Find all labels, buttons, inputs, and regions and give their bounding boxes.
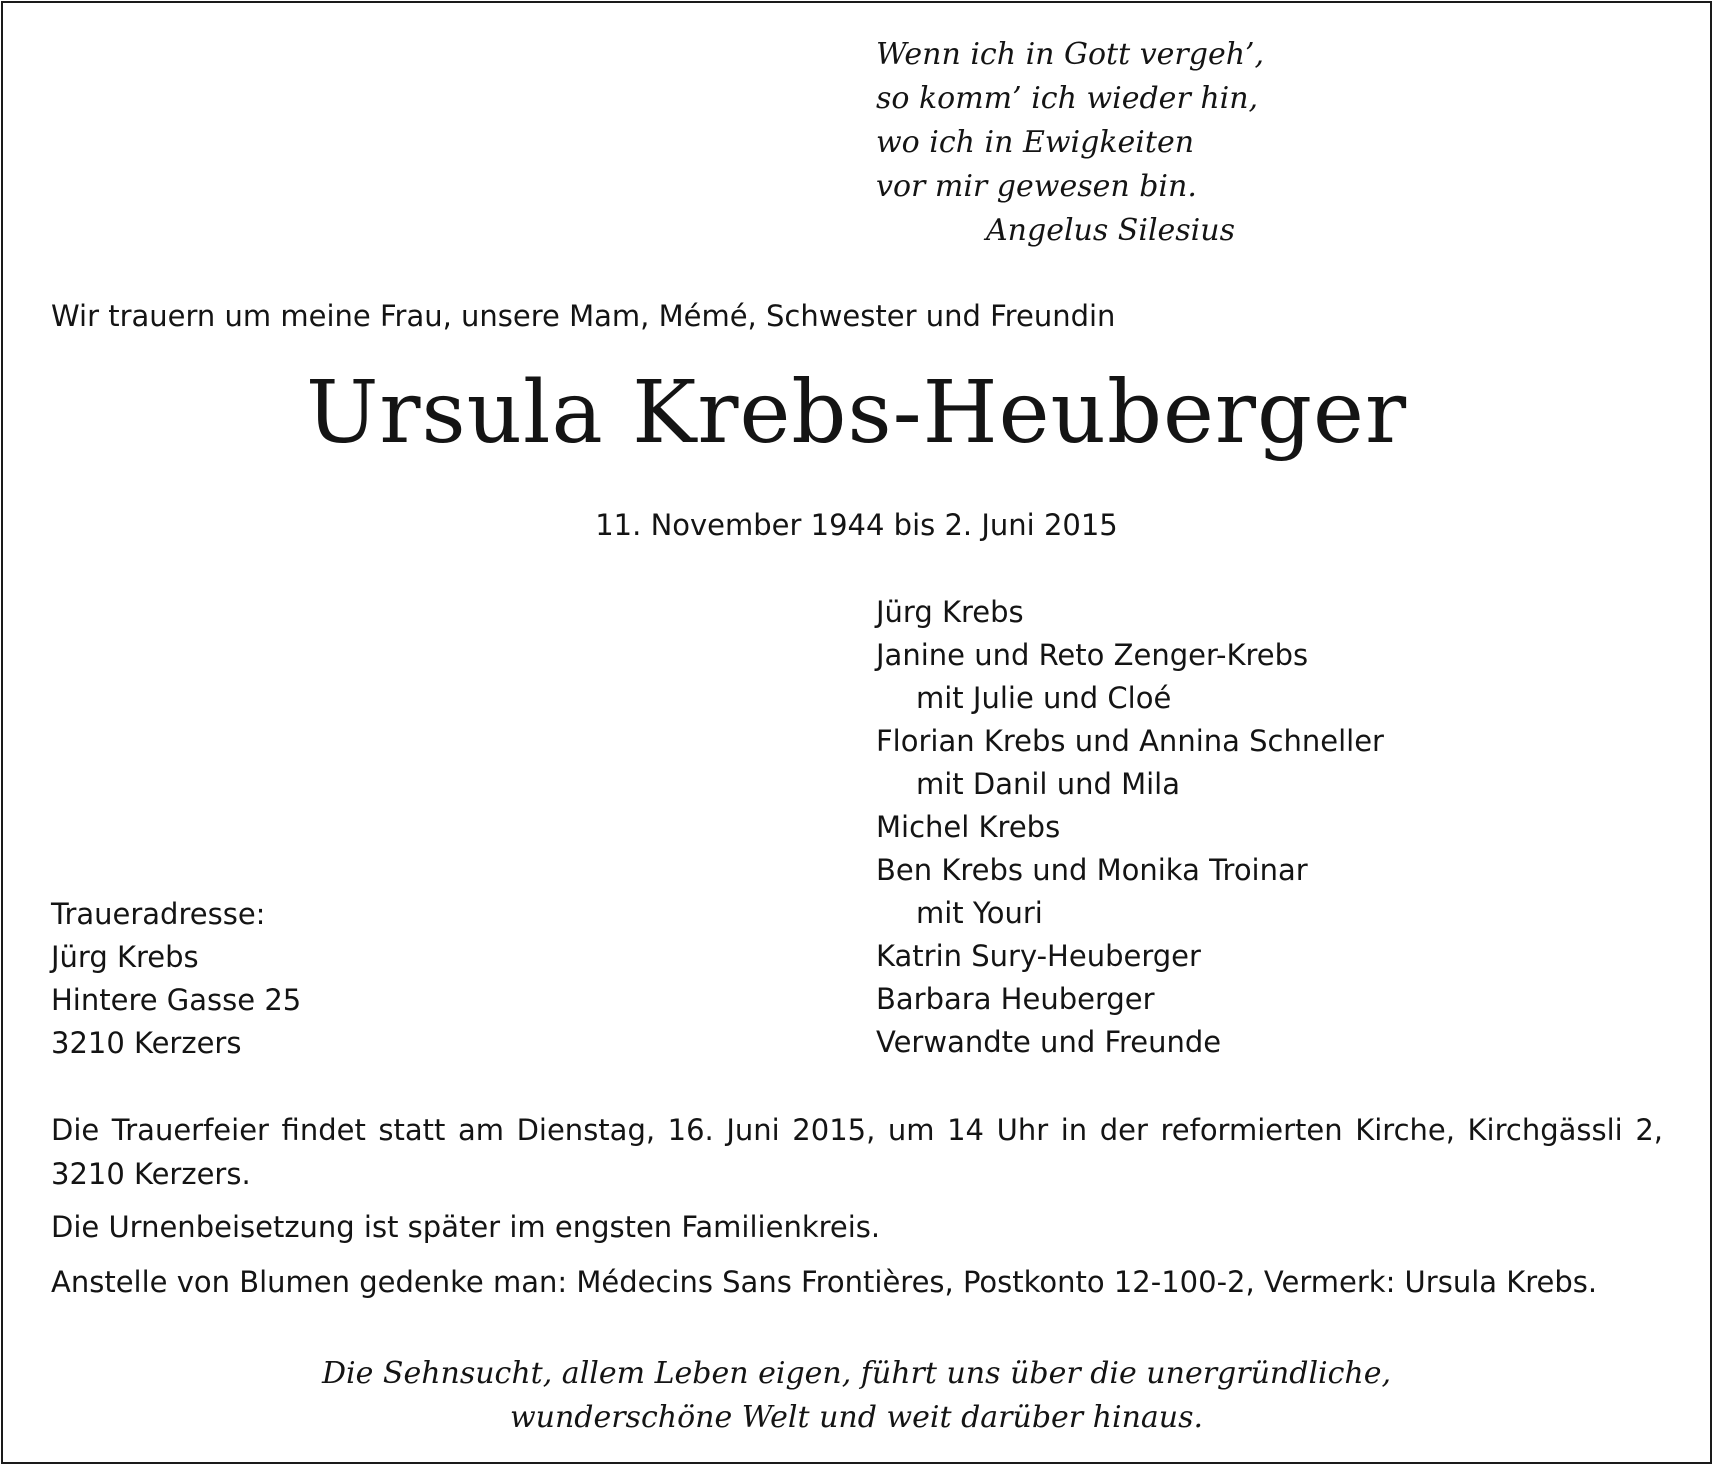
address-city: 3210 Kerzers — [51, 1026, 242, 1060]
donation-info: Anstelle von Blumen gedenke man: Médecins Sans Frontières, Postkonto 12-100-2, Vermerk: Ursula Krebs. — [51, 1265, 1598, 1299]
urn-burial-info: Die Urnenbeisetzung ist später im engsten Familienkreis. — [51, 1210, 881, 1244]
poem-line: vor mir gewesen bin. — [876, 169, 1197, 204]
poem-line: Wenn ich in Gott vergeh’, — [876, 37, 1265, 72]
address-heading: Traueradresse: — [51, 897, 266, 931]
closing-quote — [3, 1352, 1710, 1440]
obituary-notice — [1, 1, 1712, 1464]
family-member: Michel Krebs — [876, 810, 1061, 844]
intro-text: Wir trauern um meine Frau, unsere Mam, Mémé, Schwester und Freundin — [51, 299, 1116, 333]
family-member: Ben Krebs und Monika Troinar — [876, 853, 1308, 887]
family-member-children: mit Julie und Cloé — [916, 681, 1172, 715]
family-member-children: mit Youri — [916, 896, 1043, 930]
family-list — [876, 591, 1384, 1064]
family-member-children: mit Danil und Mila — [916, 767, 1181, 801]
life-dates: 11. November 1944 bis 2. Juni 2015 — [595, 508, 1118, 542]
family-member: Barbara Heuberger — [876, 982, 1155, 1016]
poem-author: Angelus Silesius — [986, 213, 1235, 248]
deceased-name: Ursula Krebs-Heuberger — [305, 363, 1408, 463]
closing-line: Die Sehnsucht, allem Leben eigen, führt uns über die unergründliche, — [321, 1356, 1392, 1391]
address-name: Jürg Krebs — [51, 940, 199, 974]
family-member: Jürg Krebs — [876, 595, 1024, 629]
poem-quote — [876, 33, 1264, 253]
family-member: Katrin Sury-Heuberger — [876, 939, 1201, 973]
family-member: Janine und Reto Zenger-Krebs — [876, 638, 1309, 672]
mourning-address — [51, 893, 301, 1065]
poem-line: wo ich in Ewigkeiten — [876, 125, 1195, 160]
poem-line: so komm’ ich wieder hin, — [876, 81, 1259, 116]
ceremony-info: Die Trauerfeier findet statt am Dienstag, 16. Juni 2015, um 14 Uhr in der reformierten Kirche, Kirchgässli 2, 3210 Kerzers. — [51, 1113, 1663, 1191]
family-member: Florian Krebs und Annina Schneller — [876, 724, 1384, 758]
family-member: Verwandte und Freunde — [876, 1025, 1222, 1059]
address-street: Hintere Gasse 25 — [51, 983, 302, 1017]
closing-line: wunderschöne Welt und weit darüber hinaus. — [509, 1400, 1204, 1435]
